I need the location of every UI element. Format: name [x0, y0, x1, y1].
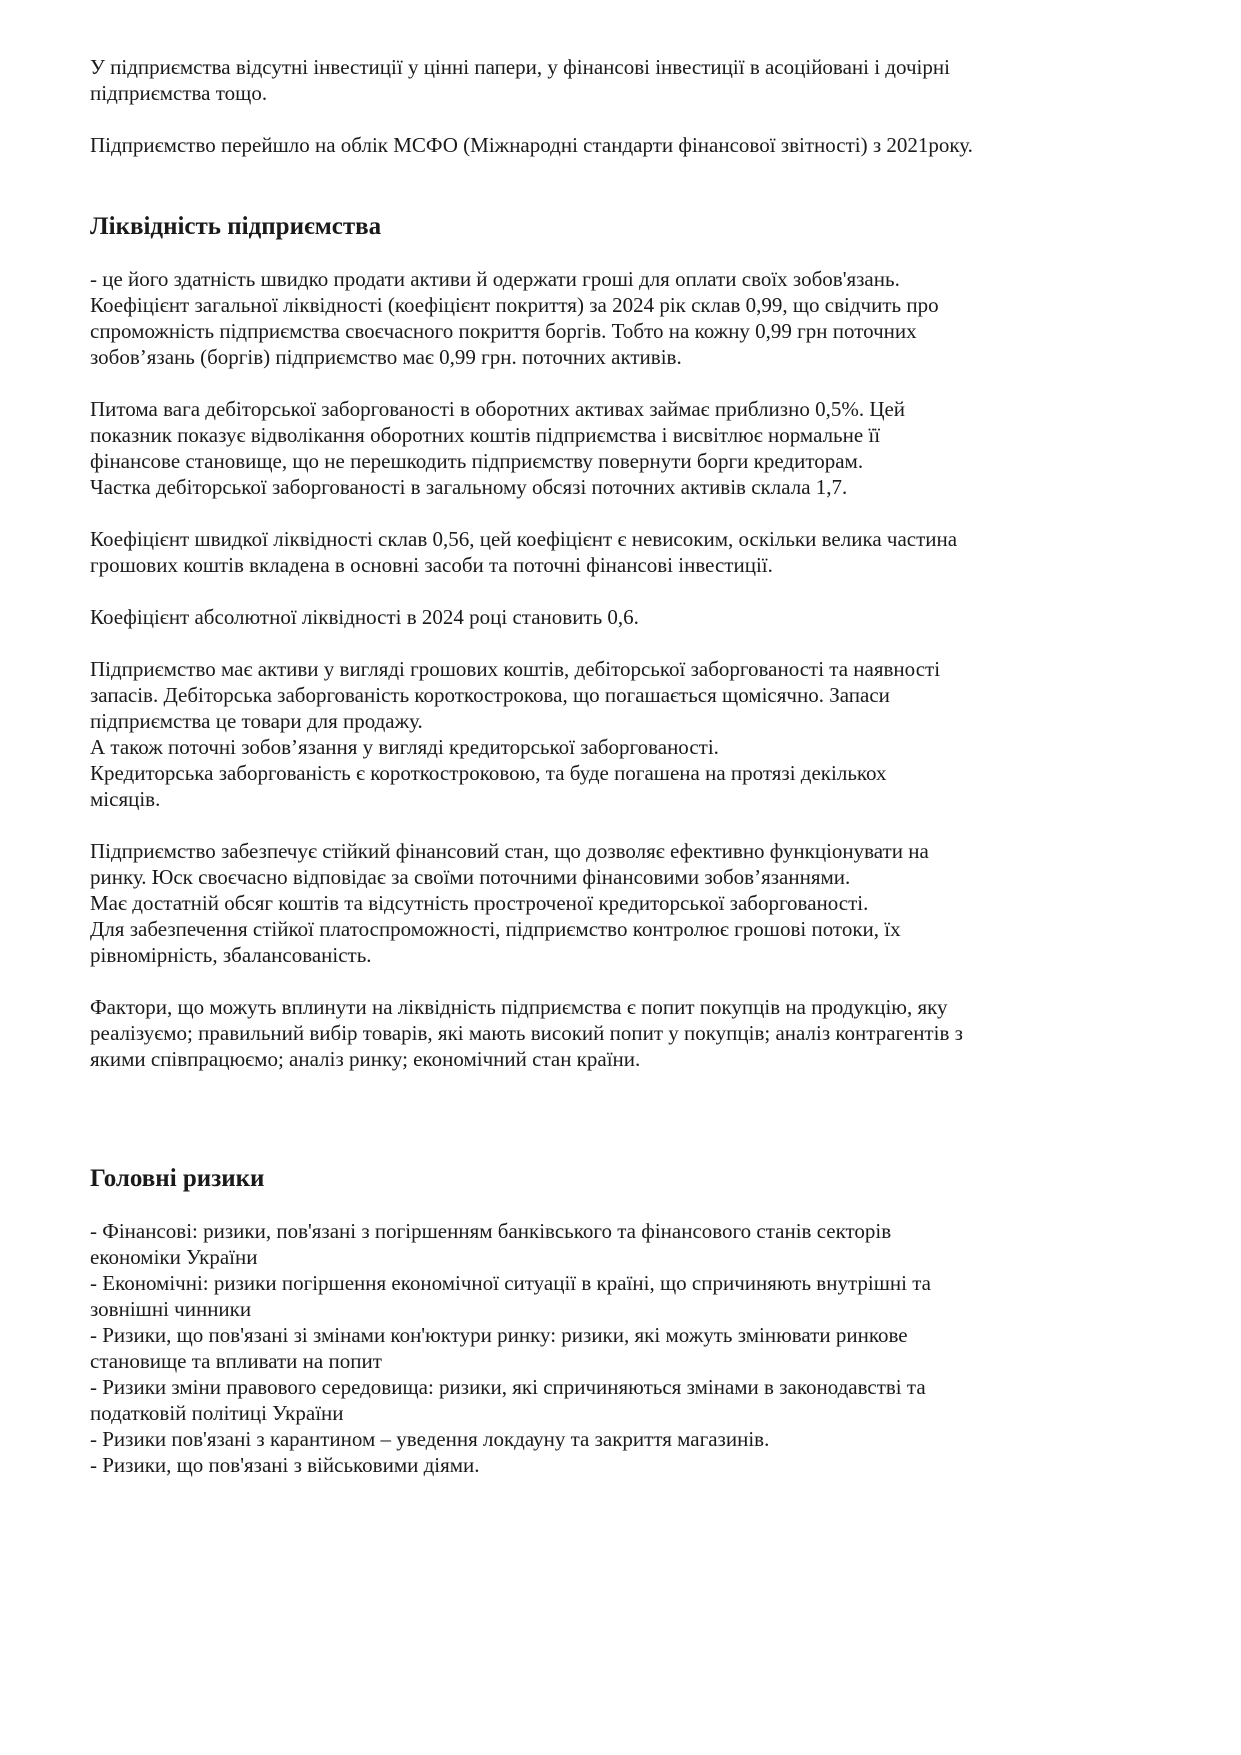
text-line: реалізуємо; правильний вибір товарів, які мають високий попит у покупців; аналіз контрагентів з: [90, 1021, 963, 1045]
text-line: зовнішні чинники: [90, 1297, 252, 1321]
text-line: запасів. Дебіторська заборгованість короткострокова, що погашається щомісячно. Запаси: [90, 683, 890, 707]
risk-item-military: [90, 1452, 1160, 1478]
risk-item-quarantine: [90, 1426, 1160, 1452]
text-line: ринку. Юск своєчасно відповідає за своїми поточними фінансовими зобов’язаннями.: [90, 865, 851, 889]
text-line: А також поточні зобов’язання у вигляді кредиторської заборгованості.: [90, 735, 719, 759]
text-line: зобов’язань (боргів) підприємство має 0,99 грн. поточних активів.: [90, 345, 682, 369]
text-line: місяців.: [90, 787, 161, 811]
text-line: Частка дебіторської заборгованості в загальному обсязі поточних активів склала 1,7.: [90, 475, 848, 499]
liquidity-paragraph: [90, 656, 1160, 812]
liquidity-paragraph: [90, 526, 1160, 578]
text-line: підприємства це товари для продажу.: [90, 709, 423, 733]
section-title-liquidity: Ліквідність підприємства: [90, 213, 382, 240]
text-line: У підприємства відсутні інвестиції у цінні папери, у фінансові інвестиції в асоційовані і дочірні: [90, 55, 950, 79]
text-line: Для забезпечення стійкої платоспроможності, підприємство контролює грошові потоки, їх: [90, 917, 901, 941]
intro-ifrs-paragraph: [90, 132, 1160, 158]
text-line: податковій політиці України: [90, 1401, 344, 1425]
text-line: підприємства тощо.: [90, 81, 268, 105]
liquidity-paragraph: [90, 994, 1160, 1072]
document-body: [90, 54, 1160, 1478]
text-line: - Ризики, що пов'язані з військовими діями.: [90, 1453, 480, 1477]
text-line: Коефіцієнт загальної ліквідності (коефіцієнт покриття) за 2024 рік склав 0,99, що свідчить про: [90, 293, 939, 317]
text-line: економіки України: [90, 1245, 258, 1269]
text-line: показник показує відволікання оборотних коштів підприємства і висвітлює нормальне її: [90, 423, 881, 447]
text-line: Кредиторська заборгованість є короткостроковою, та буде погашена на протязі декількох: [90, 761, 887, 785]
text-line: - Ризики, що пов'язані зі змінами кон'юктури ринку: ризики, які можуть змінювати ринкове: [90, 1323, 908, 1347]
liquidity-paragraph: [90, 396, 1160, 500]
text-line: Коефіцієнт швидкої ліквідності склав 0,56, цей коефіцієнт є невисоким, оскільки велика частина: [90, 527, 958, 551]
text-line: Підприємство перейшло на облік МСФО (Міжнародні стандарти фінансової звітності) з 2021року.: [90, 133, 973, 157]
text-line: становище та впливати на попит: [90, 1349, 382, 1373]
risk-item-market: [90, 1322, 1160, 1374]
section-spacer: [90, 1098, 1160, 1164]
risk-item-financial: [90, 1218, 1160, 1270]
intro-investments-paragraph: [90, 54, 1160, 106]
risk-item-legal: [90, 1374, 1160, 1426]
risk-item-economic: [90, 1270, 1160, 1322]
text-line: рівномірність, збалансованість.: [90, 943, 372, 967]
text-line: Фактори, що можуть вплинути на ліквідність підприємства є попит покупців на продукцію, яку: [90, 995, 948, 1019]
text-line: Підприємство забезпечує стійкий фінансовий стан, що дозволяє ефективно функціонувати на: [90, 839, 929, 863]
text-line: - Ризики зміни правового середовища: ризики, які спричиняються змінами в законодавстві та: [90, 1375, 926, 1399]
text-line: Підприємство має активи у вигляді грошових коштів, дебіторської заборгованості та наявності: [90, 657, 941, 681]
liquidity-paragraph: [90, 266, 1160, 370]
text-line: грошових коштів вкладена в основні засоби та поточні фінансові інвестиції.: [90, 553, 773, 577]
text-line: фінансове становище, що не перешкодить підприємству повернути борги кредиторам.: [90, 449, 864, 473]
text-line: - Ризики пов'язані з карантином – уведення локдауну та закриття магазинів.: [90, 1427, 770, 1451]
risk-list: [90, 1218, 1160, 1478]
text-line: - Фінансові: ризики, пов'язані з погіршенням банківського та фінансового станів секторів: [90, 1219, 892, 1243]
text-line: якими співпрацюємо; аналіз ринку; економічний стан країни.: [90, 1047, 641, 1071]
text-line: - це його здатність швидко продати активи й одержати гроші для оплати своїх зобов'язань.: [90, 267, 900, 291]
section-title-risks: Головні ризики: [90, 1165, 265, 1192]
liquidity-paragraph: [90, 838, 1160, 968]
text-line: спроможність підприємства своєчасного покриття боргів. Тобто на кожну 0,99 грн поточних: [90, 319, 917, 343]
text-line: Питома вага дебіторської заборгованості в оборотних активах займає приблизно 0,5%. Цей: [90, 397, 906, 421]
text-line: Має достатній обсяг коштів та відсутність простроченої кредиторської заборгованості.: [90, 891, 869, 915]
text-line: - Економічні: ризики погіршення економічної ситуації в країні, що спричиняють внутрішні та: [90, 1271, 931, 1295]
liquidity-paragraph: [90, 604, 1160, 630]
text-line: Коефіцієнт абсолютної ліквідності в 2024 році становить 0,6.: [90, 605, 639, 629]
